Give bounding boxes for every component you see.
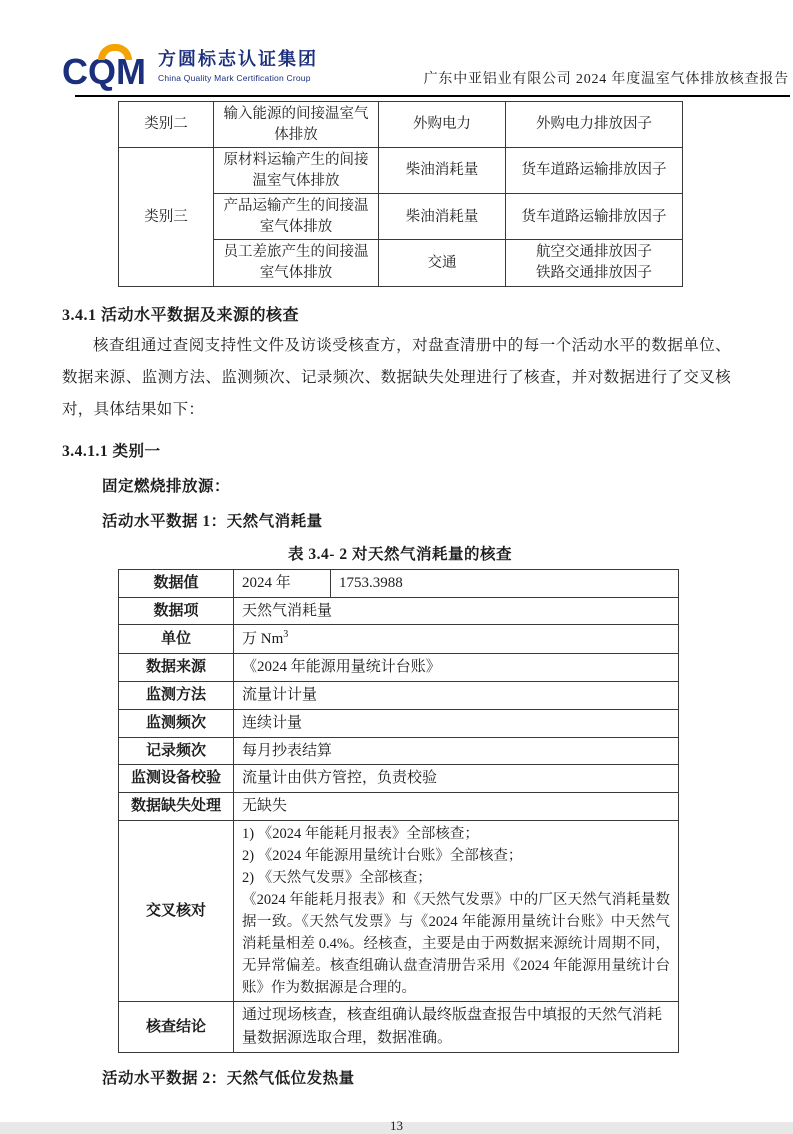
factor-line: 航空交通排放因子 bbox=[536, 244, 652, 261]
table-row bbox=[119, 597, 679, 625]
row-label: 单位 bbox=[119, 625, 234, 654]
logo-name-cn: 方圆标志认证集团 bbox=[158, 49, 318, 70]
emission-source-label: 固定燃烧排放源： bbox=[102, 477, 231, 495]
cross-check-item: 2) 《2024 年能源用量统计台账》全部核查； bbox=[242, 848, 523, 865]
value-cell: 《2024 年能源用量统计台账》 bbox=[234, 654, 679, 682]
value-cell: 每月抄表结算 bbox=[234, 737, 679, 765]
factor-line: 铁路交通排放因子 bbox=[536, 265, 652, 282]
factor-cell: 货车道路运输排放因子 bbox=[506, 148, 683, 194]
desc-cell: 产品运输产生的间接温室气体排放 bbox=[214, 194, 379, 240]
page-number: 13 bbox=[390, 1117, 403, 1133]
row-label: 交叉核对 bbox=[119, 821, 234, 1002]
row-label: 监测方法 bbox=[119, 682, 234, 710]
row-label: 记录频次 bbox=[119, 737, 234, 765]
table-row bbox=[119, 148, 683, 194]
table-row bbox=[119, 709, 679, 737]
table-caption: 表 3.4- 2 对天然气消耗量的核查 bbox=[288, 545, 512, 563]
cross-check-item: 2) 《天然气发票》全部核查； bbox=[242, 870, 432, 887]
factor-cell bbox=[506, 240, 683, 286]
value-cell: 天然气消耗量 bbox=[234, 597, 679, 625]
page-content bbox=[0, 101, 793, 1134]
row-label: 数据缺失处理 bbox=[119, 793, 234, 821]
data-cell: 柴油消耗量 bbox=[379, 148, 506, 194]
desc-cell: 输入能源的间接温室气体排放 bbox=[214, 102, 379, 148]
table-row bbox=[119, 102, 683, 148]
verification-table bbox=[118, 569, 679, 1053]
category-table bbox=[118, 101, 683, 287]
activity-data1-label: 活动水平数据 1：天然气消耗量 bbox=[102, 512, 323, 530]
table-row bbox=[119, 821, 679, 1002]
table-row bbox=[119, 1002, 679, 1053]
section-heading: 3.4.1 活动水平数据及来源的核查 bbox=[62, 306, 300, 324]
value-cell: 无缺失 bbox=[234, 793, 679, 821]
row-label: 数据来源 bbox=[119, 654, 234, 682]
page-header bbox=[0, 0, 793, 93]
data-cell: 柴油消耗量 bbox=[379, 194, 506, 240]
value-cell: 流量计计量 bbox=[234, 682, 679, 710]
unit-text: 万 Nm bbox=[242, 631, 284, 648]
year-cell: 2024 年 bbox=[234, 569, 331, 597]
data-cell: 交通 bbox=[379, 240, 506, 286]
value-cell: 连续计量 bbox=[234, 709, 679, 737]
table-row bbox=[119, 682, 679, 710]
cross-check-cell bbox=[234, 821, 679, 1002]
table-row bbox=[119, 625, 679, 654]
value-cell: 通过现场核查，核查组确认最终版盘查报告中填报的天然气消耗量数据源选取合理，数据准确。 bbox=[234, 1002, 679, 1053]
row-label: 监测设备校验 bbox=[119, 765, 234, 793]
factor-cell: 外购电力排放因子 bbox=[506, 102, 683, 148]
desc-cell: 员工差旅产生的间接温室气体排放 bbox=[214, 240, 379, 286]
category-cell: 类别三 bbox=[119, 148, 214, 286]
unit-superscript: 3 bbox=[283, 629, 289, 641]
table-row bbox=[119, 569, 679, 597]
report-title: 广东中亚铝业有限公司 2024 年度温室气体排放核查报告 bbox=[423, 72, 789, 87]
factor-cell: 货车道路运输排放因子 bbox=[506, 194, 683, 240]
logo-names bbox=[158, 49, 318, 85]
cqm-logo bbox=[62, 44, 318, 90]
section-paragraph: 核查组通过查阅支持性文件及访谈受核查方，对盘查清册中的每一个活动水平的数据单位、数据来源、监测方法、监测频次、记录频次、数据缺失处理进行了核查，并对数据进行了交叉核对，具体结果如下： bbox=[62, 336, 731, 418]
row-label: 数据值 bbox=[119, 569, 234, 597]
table-row bbox=[119, 737, 679, 765]
cqm-arc-icon bbox=[98, 44, 132, 60]
row-label: 监测频次 bbox=[119, 709, 234, 737]
subsection-heading: 3.4.1.1 类别一 bbox=[62, 442, 161, 460]
cqm-wordmark bbox=[62, 44, 146, 90]
cross-check-paragraph: 《2024 年能耗月报表》和《天然气发票》中的厂区天然气消耗量数据一致。《天然气发票》与《2024 年能源用量统计台账》中天然气消耗量相差 0.4%。经核查，主要是由于两数据来源统计周期不同，无异常偏差。核查组确认盘查清册告采用《2024 年能源用量统计台账》作为数据源是合理的。 bbox=[242, 892, 670, 997]
value-cell bbox=[234, 625, 679, 654]
cross-check-item: 1) 《2024 年能耗月报表》全部核查； bbox=[242, 826, 479, 843]
logo-name-en: China Quality Mark Certification Croup bbox=[158, 72, 311, 83]
table-row bbox=[119, 654, 679, 682]
category-cell: 类别二 bbox=[119, 102, 214, 148]
data-cell: 外购电力 bbox=[379, 102, 506, 148]
table-row bbox=[119, 765, 679, 793]
header-divider bbox=[75, 95, 790, 97]
row-label: 核查结论 bbox=[119, 1002, 234, 1053]
cqm-letters: CQM bbox=[62, 51, 146, 92]
value-cell: 流量计由供方管控，负责校验 bbox=[234, 765, 679, 793]
desc-cell: 原材料运输产生的间接温室气体排放 bbox=[214, 148, 379, 194]
table-row bbox=[119, 793, 679, 821]
row-label: 数据项 bbox=[119, 597, 234, 625]
activity-data2-label: 活动水平数据 2：天然气低位发热量 bbox=[102, 1069, 355, 1087]
value-cell: 1753.3988 bbox=[331, 569, 679, 597]
